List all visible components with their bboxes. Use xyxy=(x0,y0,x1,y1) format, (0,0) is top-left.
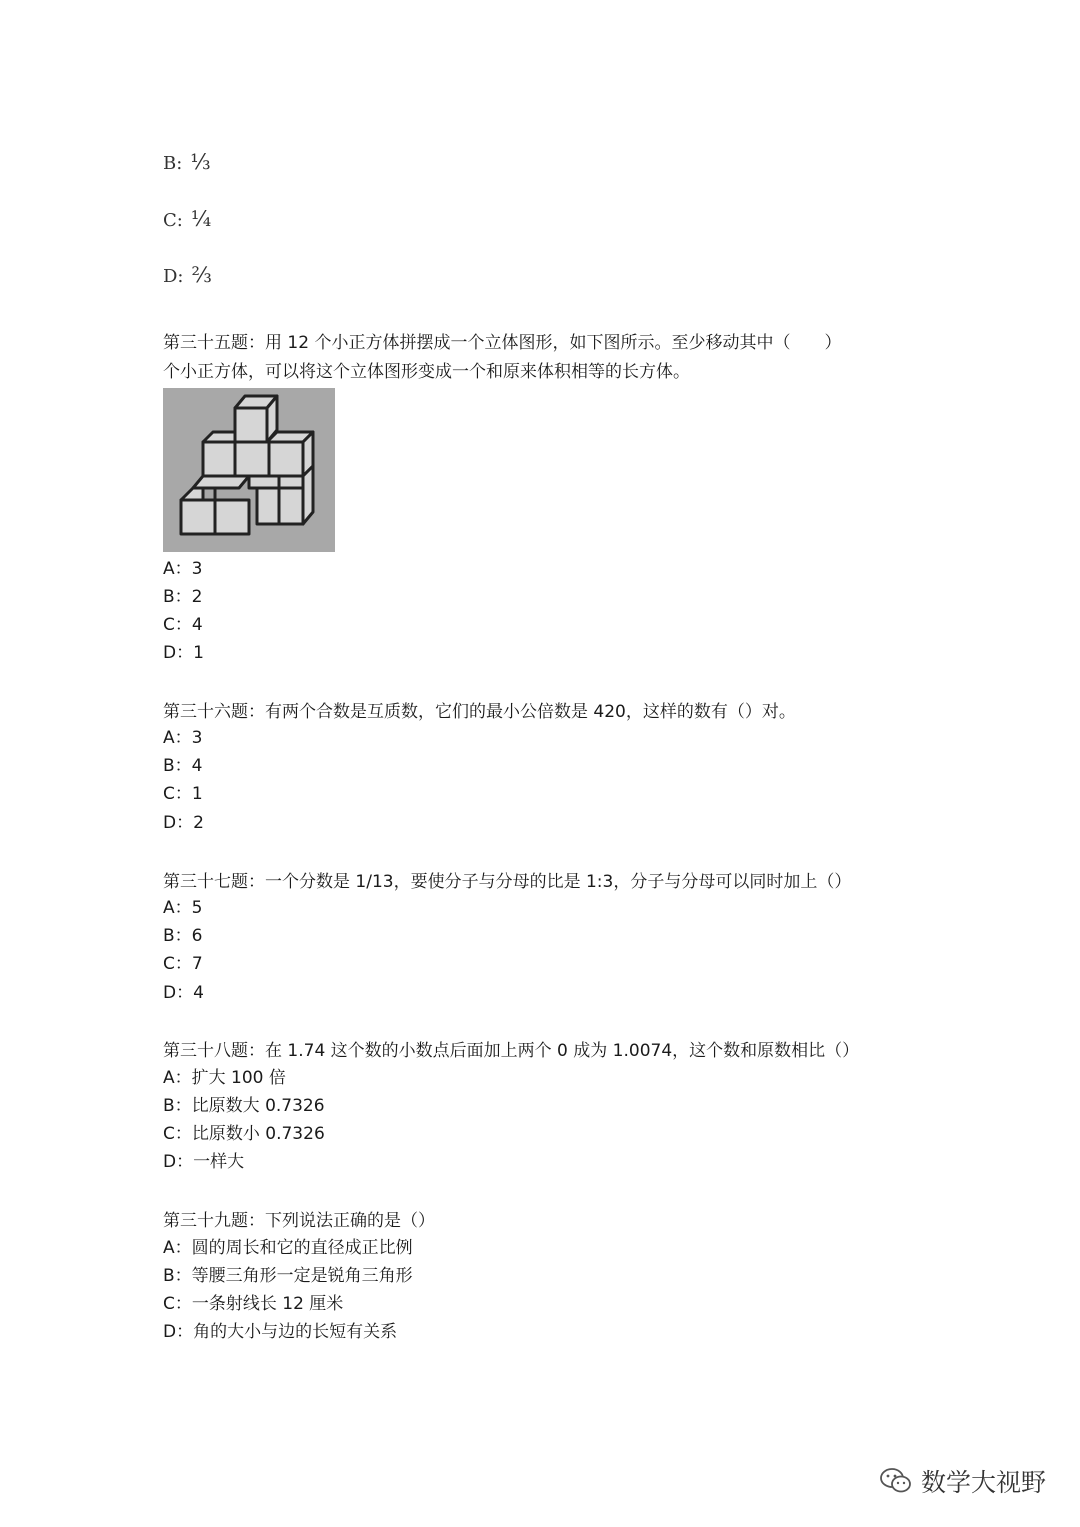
question-35-option-c: C：4 xyxy=(163,615,203,635)
question-35-option-a: A：3 xyxy=(163,559,203,579)
option-label: C: xyxy=(163,210,183,231)
option-label: D: xyxy=(163,266,184,287)
question-38-option-b: B：比原数大 0.7326 xyxy=(163,1096,325,1116)
question-37-option-c: C：7 xyxy=(163,954,203,974)
question-37-title: 第三十七题：一个分数是 1/13，要使分子与分母的比是 1:3，分子与分母可以同时加上（） xyxy=(163,872,852,892)
option-label: B: xyxy=(163,153,183,174)
option-b-top xyxy=(163,150,211,174)
question-36-option-c: C：1 xyxy=(163,784,203,804)
option-c-top xyxy=(163,207,211,231)
option-value: ¼ xyxy=(190,207,212,231)
question-39-option-b: B：等腰三角形一定是锐角三角形 xyxy=(163,1266,413,1286)
question-38-option-a: A：扩大 100 倍 xyxy=(163,1068,286,1088)
question-39-option-d: D：角的大小与边的长短有关系 xyxy=(163,1322,398,1342)
option-d-top xyxy=(163,263,212,287)
wechat-icon xyxy=(879,1466,913,1496)
question-36-option-a: A：3 xyxy=(163,728,203,748)
option-value: ⅓ xyxy=(190,150,211,174)
cube-stack-figure xyxy=(163,388,335,552)
question-35-title-line2: 个小正方体，可以将这个立体图形变成一个和原来体积相等的长方体。 xyxy=(163,362,690,382)
question-35-option-b: B：2 xyxy=(163,587,203,607)
question-37-option-a: A：5 xyxy=(163,898,203,918)
question-35-title-line1: 第三十五题：用 12 个小正方体拼摆成一个立体图形，如下图所示。至少移动其中（ ） xyxy=(163,333,842,353)
question-36-option-b: B：4 xyxy=(163,756,203,776)
question-38-option-c: C：比原数小 0.7326 xyxy=(163,1124,325,1144)
question-35-option-d: D：1 xyxy=(163,643,204,663)
question-39-title: 第三十九题：下列说法正确的是（） xyxy=(163,1211,435,1231)
question-37-option-b: B：6 xyxy=(163,926,203,946)
question-36-title: 第三十六题：有两个合数是互质数，它们的最小公倍数是 420，这样的数有（）对。 xyxy=(163,702,796,722)
question-39-option-c: C：一条射线长 12 厘米 xyxy=(163,1294,344,1314)
cube-stack-drawing xyxy=(163,388,335,552)
watermark xyxy=(879,1463,1046,1499)
watermark-text: 数学大视野 xyxy=(920,1468,1046,1497)
question-38-option-d: D：一样大 xyxy=(163,1152,245,1172)
question-36-option-d: D：2 xyxy=(163,813,204,833)
option-value: ⅔ xyxy=(191,263,212,287)
question-38-title: 第三十八题：在 1.74 这个数的小数点后面加上两个 0 成为 1.0074，这个数和原数相比（） xyxy=(163,1041,860,1061)
question-39-option-a: A：圆的周长和它的直径成正比例 xyxy=(163,1238,413,1258)
question-37-option-d: D：4 xyxy=(163,983,204,1003)
